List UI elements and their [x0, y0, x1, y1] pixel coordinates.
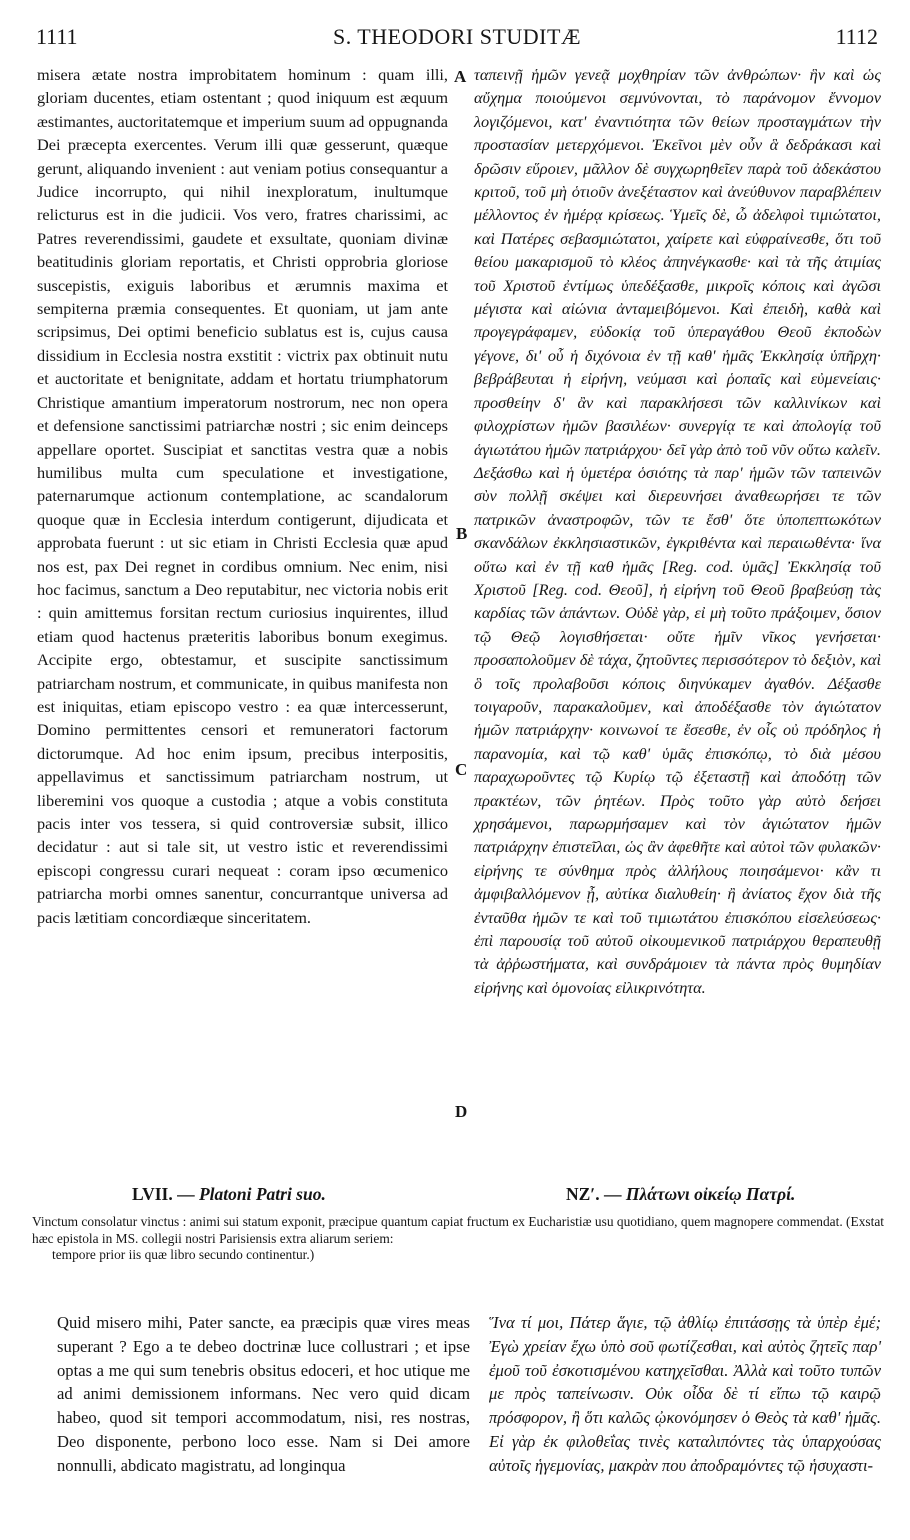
greek-paragraph-continued: ταπεινῇ ἡμῶν γενεᾷ μοχθηρίαν τῶν ἀνθρώπων· ἣν καὶ ὡς αὔχημα ποιούμενοι σεμνύνονται, τὸ παράνομον ἔννομον λογιζόμενοι, κατ' ἐναντιότητα τῶν θείων προσταγμάτων τὴν προστασίαν μετερχόμενοι. Ἐκεῖνοι μὲν οὖν ἃ δεδράκασι καὶ δρῶσιν εὕροιεν, μᾶλλον δὲ συγχωρηθεῖεν παρὰ τοῦ ἀδεκάστου κριτοῦ, τοῦ μὴ ὁτιοῦν ἀνεξέταστον καὶ ἀνεύθυνον παραβλέπειν μέλλοντος ἐν ἡμέρᾳ κρίσεως. Ὑμεῖς δὲ, ὦ ἀδελφοὶ τιμιώτατοι, καὶ Πατέρες σεβασμιώτατοι, χαίρετε καὶ εὐφραίνεσθε, ὅτι τοῦ θείου μακαρισμοῦ τὸ κλέος ἀπηνέγκασθε· καὶ τὰ τῆς ἀτιμίας τοῦ Χριστοῦ ἐντίμως ὑπεδέξασθε, μικροῖς κόποις καὶ ἀγῶσι μέγιστα καὶ αἰώνια ἀνταμειβόμενοι. Καὶ ἐπειδὴ, καθὰ καὶ προγεγράφαμεν, εὐδοκίᾳ τοῦ ὑπεραγάθου Θεοῦ ἐκποδὼν γέγονε, δι' οὗ ἡ διχόνοια ἐν τῇ καθ' ἡμᾶς Ἐκκλησίᾳ ὑπῆρχη· βεβράβευται ἡ εἰρήνη, νεύμασι καὶ ῥοπαῖς καὶ εὐμενείαις· προσθείην δ' ἂν καὶ παρακλήσεσι τῶν καλλινίκων καὶ φιλοχρίστων ἡμῶν βασιλέων· συνεργίᾳ τε καὶ ἀπολογίᾳ τοῦ ἁγιωτάτου ἡμῶν πατριάρχου· δεῖ γὰρ ἀπὸ τοῦ νῦν οὕτω καλεῖν. Δεξάσθω καὶ ἡ ὑμετέρα ὁσιότης τὰ παρ' ἡμῶν τῶν ταπεινῶν σὺν πολλῇ σκέψει καὶ διερευνήσει ἀναθεωρήσει τε τῶν πατρικῶν ἀναστροφῶν, τῶν τε ἔσθ' ὅτε ὑποπεπτωκότων σκανδάλων ἐκκλησιαστικῶν, ἐγκριθέντα καὶ περαιωθέντα· ἵνα οὕτω καὶ ἐν τῇ καθ ἡμᾶς [Reg. cod. ὑμᾶς] Ἐκκλησίᾳ τοῦ Χριστοῦ [Reg. cod. Θεοῦ], ἡ εἰρήνη τοῦ Θεοῦ βραβεύσῃ τὰς καρδίας τῶν ἁπάντων. Οὐδὲ γὰρ, εἰ μὴ τοῦτο πράξοιμεν, ὅσιον τῷ Θεῷ λογισθήσεται· οὔτε ἡμῖν νῖκος γενήσεται· προσαπολοῦμεν δὲ τάχα, ζητοῦντες περισσότερον τὸ δεξιὸν, καὶ ὃ τοῖς προλαβοῦσι κόποις διηνύκαμεν ἀγαθόν. Δέξασθε τοιγαροῦν, παρακαλοῦμεν, καὶ ἀποδέξασθε τὸν ἁγιώτατον ἡμῶν πατριάρχην· κοινωνοί τε ἔσεσθε, ἐν οἷς οὐ πρόδηλος ἡ παρανομία, καὶ τῷ καθ' ὑμᾶς ἐπισκόπῳ, τὸ διὰ μέσου παραχωροῦντες τῷ Κυρίῳ τῷ ἐξεταστῇ καὶ ἀποδότῃ τῶν πρακτέων, τῶν ῥητέων. Πρὸς τοῦτο γὰρ αὐτὸ δεήσει χρησάμενοι, παρωρμήσαμεν καὶ τὸν ἁγιώτατον ἡμῶν πατριάρχην ἐπιστεῖλαι, ὡς ἂν ἀφεθῆτε καὶ αὐτοὶ τῶν φυλακῶν· εἰρήνης τε σύνθημα πρὸς ἀλλήλους ποιησάμενοι· κἂν τι ἀμφιβαλλόμενον ᾖ, αὐτίκα διαλυθείη· ἢ ἀνίατος ἔχον διὰ τῆς ἐνταῦθα ἡμῶν τε καὶ τοῦ τιμιωτάτου ἐπισκόπου εἰσελεύσεως· ἐπὶ παρουσίᾳ τοῦ αὐτοῦ οἰκουμενικοῦ πατριάρχου θεραπευθῇ τὰ ἀῤῥωστήματα, καὶ συνδράμοιεν τὰ πάντα πρὸς θυμηδίαν εἰρήνης καὶ ὁμονοίας εἰλικρινότητα. [474, 65, 881, 997]
summary-line-1: Vinctum consolatur vinctus : animi sui statum exponit, præcipue quantum capiat fructum ex Eucharistiæ usu quotidiano, quem magnopere commendat. (Exstat hæc epistola in MS. collegii nostri Parisiensis extra aliarum seriem: [32, 1214, 884, 1246]
greek-letter-title: Πλάτωνι οἰκείῳ Πατρί. [625, 1184, 796, 1204]
latin-letter-title: Platoni Patri suo. [198, 1184, 326, 1204]
page-header [36, 22, 878, 52]
margin-marker-c: C [455, 760, 468, 779]
margin-marker-d: D [455, 1102, 468, 1121]
greek-letter-body: Ἵνα τί μοι, Πάτερ ἅγιε, τῷ ἀθλίῳ ἐπιτάσσῃς τὰ ὑπὲρ ἐμέ; Ἐγὼ χρείαν ἔχω ὑπὸ σοῦ φωτίζεσθαι, καὶ αὐτὸς ζητεῖς παρ' ἐμοῦ τοῦ ἐσκοτισμένου κατηχεῖσθαι. Ἀλλὰ καὶ τοῦτο τυπῶν με πρὸς ταπείνωσιν. Οὐκ οἶδα δὲ τί εἴπω τῷ καιρῷ πρόσφορον, ἢ ὅτι καλῶς ᾠκονόμησεν ὁ Θεὸς τὰ καθ' ἡμᾶς. Εἰ γὰρ ἐκ φιλοθεΐας τινὲς καταλιπόντες τὰς ὑπαρχούσας αὐτοῖς ἡγεμονίας, μακρὰν που ἀποδραμόντες τῷ ἡσυχαστι- [489, 1313, 881, 1475]
latin-column-bottom [57, 1311, 470, 1478]
running-title: S. THEODORI STUDITÆ [332, 24, 582, 49]
latin-paragraph-continued: misera ætate nostra improbitatem hominum : quam illi, gloriam ducentes, etiam ostentant ; quod iniquum est æquum æstimantes, auctoritatemque et imperium suum ad oppugnanda Dei præcepta exercentes. Verum illi quæ gesserunt, quæque gerunt, aliquando invenient : aut veniam potius consequantur a Judice incorrupto, qui nihil inexploratum, inultumque relicturus est in die judicii. Vos vero, fratres charissimi, ac Patres reverendissimi, gaudete et exsultate, quoniam divinæ beatitudinis gloriam reportatis, et Christi opprobria gloriose suscepistis, exiguis laboribus et ærumnis maxima et sempiterna præmia consequentes. Et quoniam, ut jam ante scripsimus, Dei optimi beneficio sublatus est is, cujus causa dissidium in Ecclesia nostra exstitit : victrix pax obtinuit nutu et auctoritate et benignitate, addam et hortatu triumphatorum Christique amantium imperatorum nostrorum, nec non opera et defensione sanctissimi patriarchæ nostri ; sic enim deinceps appellare oportet. Suscipiat et sanctitas vestra quæ a nobis humilibus multa cum speculatione et investigatione, paternarumque actionum contemplatione, ac scandalorum quoque quæ in Ecclesia interdum contigerunt, dijudicata et approbata fuerunt : ut sic etiam in Christi Ecclesia quæ apud nos est, pax Dei regnet in cordibus omnium. Nec enim, nisi hoc facimus, sanctum a Deo reputabitur, nec victoria nobis erit : quin amittemus forsitan rectum curiosius inquirentes, illud etiam quod hactenus præteritis laboribus bonum exegimus. Accipite ergo, obtestamur, et suscipite sanctissimum patriarcham nostrum, et communicate, in quibus manifesta non est iniquitas, etiam episcopo vestro : ea quæ intercesserunt, Domino permittentes censori et remuneratori factorum dictorumque. Ad hoc enim ipsum, precibus interpositis, appellavimus et sanctissimum patriarcham nostrum, ut liberemini vos quoque a custodia ; atque a vobis constituta pacis inter vos tessera, si quid controversiæ subsit, illico decidatur : aut si tale sit, ut vestro istic et reverendissimi episcopi congressu curari nequeat : coram ipso œcumenico patriarcha morbi omnes sanentur, concurrantque universa ad pacis lætitiam concordiæque sinceritatem. [37, 65, 449, 927]
greek-column-bottom [489, 1311, 881, 1478]
page-number-left: 1111 [36, 24, 78, 49]
letter-summary [32, 1214, 884, 1264]
latin-column-top [37, 63, 448, 929]
page-number-right: 1112 [835, 24, 878, 49]
latin-letter-body: Quid misero mihi, Pater sancte, ea præcipis quæ vires meas superant ? Ego a te debeo doctrinæ luce collustrari ; et ipse optas a me qui sum tenebris obsitus edoceri, et hoc utique me ad animi demissionem informans. Nec vero quid dicam habeo, quod sit tempori accommodatum, nisi, res nostras, Deo disponente, perbono loco esse. Nam si Dei amore nonnulli, abdicato magistratu, ad longinqua [57, 1313, 470, 1475]
margin-marker-b: B [456, 524, 468, 543]
latin-letter-heading [132, 1182, 326, 1206]
latin-letter-number: LVII. — [132, 1184, 195, 1204]
greek-letter-heading [566, 1182, 795, 1206]
summary-line-2: tempore prior iis quæ libro secundo continentur.) [52, 1247, 315, 1262]
margin-marker-a: A [454, 67, 467, 86]
greek-letter-number: ΝΖʹ. — [566, 1184, 622, 1204]
greek-column-top [474, 63, 881, 999]
